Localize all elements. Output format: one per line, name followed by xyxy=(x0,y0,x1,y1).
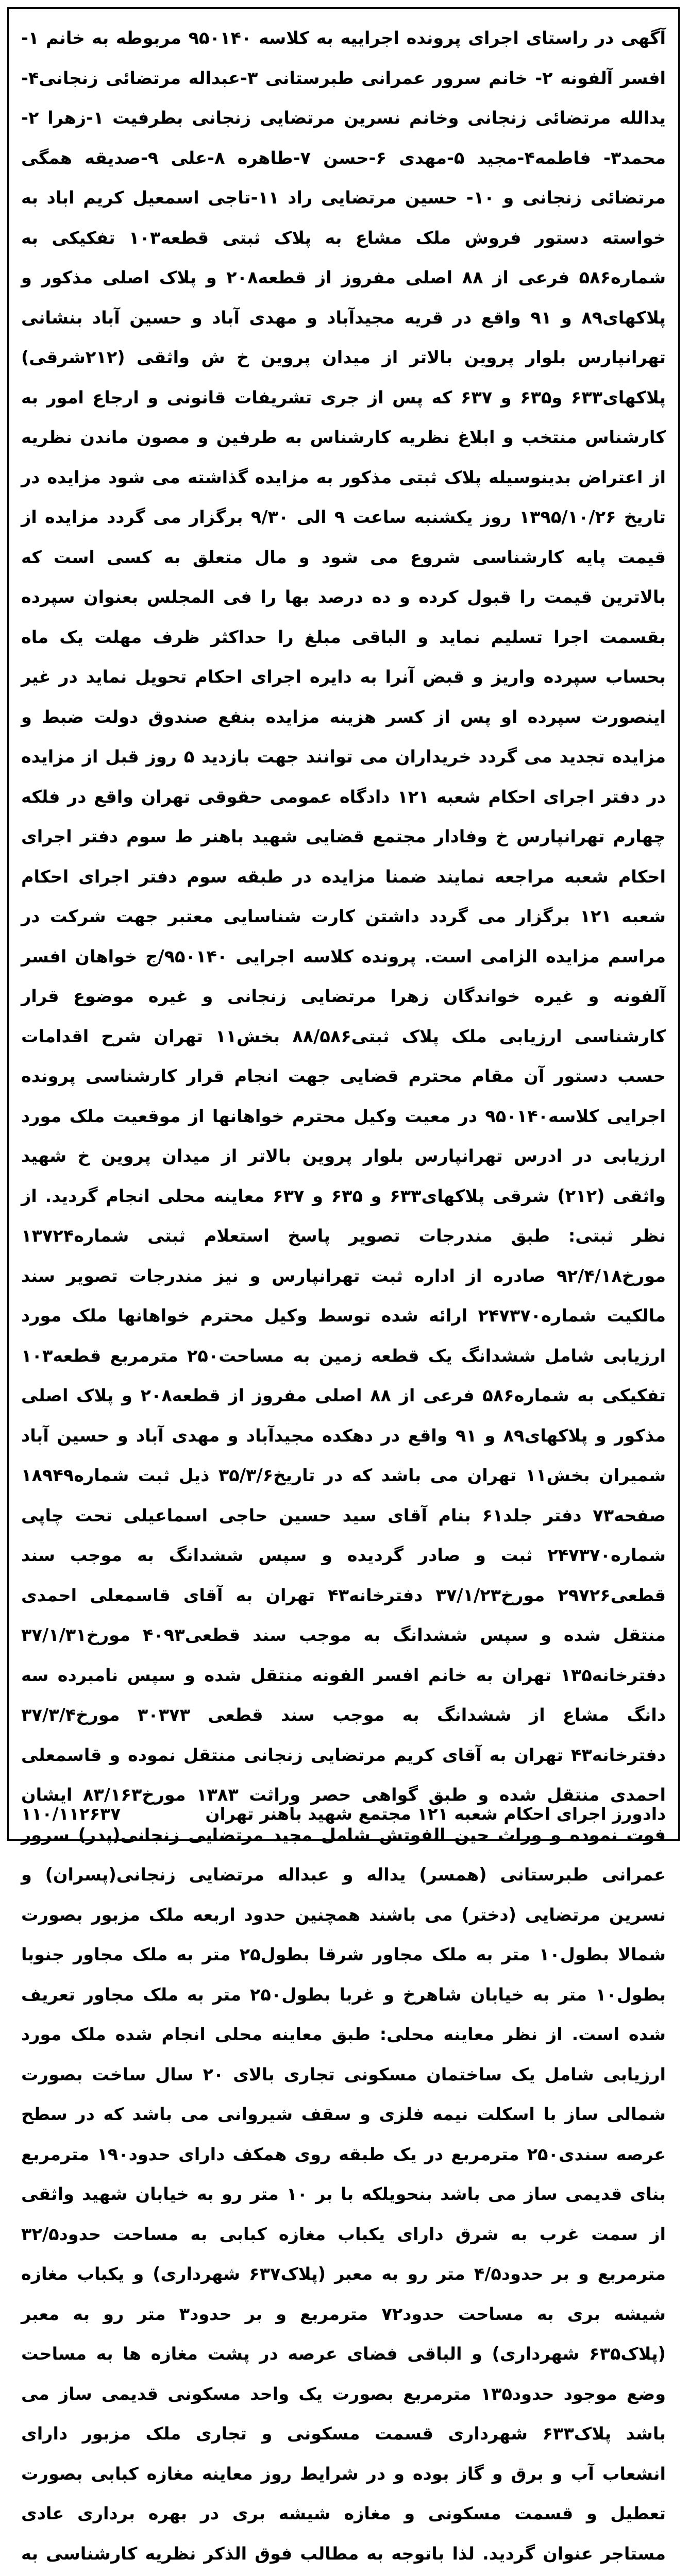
notice-body xyxy=(21,18,666,2564)
notice-footer xyxy=(21,1796,666,1832)
notice-frame xyxy=(7,7,680,2564)
notice-signature: دادورز اجرای احکام شعبه ۱۲۱ مجتمع شهید باهنر تهران xyxy=(205,1804,666,1824)
notice-text: آگهی در راستای اجرای پرونده اجراییه به کلاسه ۹۵۰۱۴۰ مربوطه به خانم ۱-افسر آلفونه ۲- خانم سرور عمرانی طبرستانی ۳-عبداله مرتضائی زنجانی۴-یدالله مرتضائی زنجانی وخانم نسرین مرتضایی زنجانی بطرفیت ۱-زهرا ۲-محمد۳- فاطمه۴-مجید ۵-مهدی ۶-حسن ۷-طاهره ۸-علی ۹-صدیقه همگی مرتضائی زنجانی و ۱۰- حسین مرتضایی راد ۱۱-تاجی اسمعیل کریم اباد به خواسته دستور فروش ملک مشاع به پلاک ثبتی قطعه۱۰۳ تفکیکی به شماره۵۸۶ فرعی از ۸۸ اصلی مفروز از قطعه۲۰۸ و پلاک اصلی مذکور و پلاکهای۸۹ و ۹۱ واقع در قریه مجیدآباد و مهدی آباد و حسین آباد بنشانی تهرانپارس بلوار پروین بالاتر از میدان پروین خ ش واثقی (۲۱۲شرقی) پلاکهای۶۳۳ و۶۳۵ و ۶۳۷ که پس از جری تشریفات قانونی و ارجاع امور به کارشناس منتخب و ابلاغ نظریه کارشناس به طرفین و مصون ماندن نظریه از اعتراض بدینوسیله پلاک ثبتی مذکور به مزایده گذاشته می شود مزایده در تاریخ ۱۳۹۵/۱۰/۲۶ روز یکشنبه ساعت ۹ الی ۹/۳۰ برگزار می گردد مزایده از قیمت پایه کارشناسی شروع می شود و مال متعلق به کسی است که بالاترین قیمت را قبول کرده و ده درصد بها را فی المجلس بعنوان سپرده بقسمت اجرا تسلیم نماید و الباقی مبلغ را حداکثر ظرف مهلت یک ماه بحساب سپرده واریز و قبض آنرا به دایره اجرای احکام تحویل نماید در غیر اینصورت سپرده او پس از کسر هزینه مزایده بنفع صندوق دولت ضبط و مزایده تجدید می گردد خریداران می توانند جهت بازدید ۵ روز قبل از مزایده در دفتر اجرای احکام شعبه ۱۲۱ دادگاه عمومی حقوقی تهران واقع در فلکه چهارم تهرانپارس خ وفادار مجتمع قضایی شهید باهنر ط سوم دفتر اجرای احکام شعبه مراجعه نمایند ضمنا مزایده در طبقه سوم دفتر اجرای احکام شعبه ۱۲۱ برگزار می گردد داشتن کارت شناسایی معتبر جهت شرکت در مراسم مزایده الزامی است. پرونده کلاسه اجرایی ۹۵۰۱۴۰/ج خواهان افسر آلفونه و غیره خواندگان زهرا مرتضایی زنجانی و غیره موضوع قرار کارشناسی ارزیابی ملک پلاک ثبتی۸۸/۵۸۶ بخش۱۱ تهران شرح اقدامات حسب دستور آن مقام محترم قضایی جهت انجام قرار کارشناسی پرونده اجرایی کلاسه۹۵۰۱۴۰ در معیت وکیل محترم خواهانها از موقعیت ملک مورد ارزیابی در ادرس تهرانپارس بلوار پروین بالاتر از میدان پروین خ شهید واثقی (۲۱۲) شرقی پلاکهای۶۳۳ و ۶۳۵ و ۶۳۷ معاینه محلی انجام گردید. از نظر ثبتی: طبق مندرجات تصویر پاسخ استعلام ثبتی شماره۱۳۷۲۴ مورخ۹۲/۴/۱۸ صادره از اداره ثبت تهرانپارس و نیز مندرجات تصویر سند مالکیت شماره۲۴۷۳۷۰ ارائه شده توسط وکیل محترم خواهانها ملک مورد ارزیابی شامل ششدانگ یک قطعه زمین به مساحت۲۵۰ مترمربع قطعه۱۰۳ تفکیکی به شماره۵۸۶ فرعی از ۸۸ اصلی مفروز از قطعه۲۰۸ و پلاک اصلی مذکور و پلاکهای۸۹ و ۹۱ واقع در دهکده مجیدآباد و مهدی آباد و حسین آباد شمیران بخش۱۱ تهران می باشد که در تاریخ۳۵/۳/۶ ذیل ثبت شماره۱۸۹۴۹ صفحه۷۳ دفتر جلد۶۱ بنام آقای سید حسین حاجی اسماعیلی تحت چاپی شماره۲۴۷۳۷۰ ثبت و صادر گردیده و سپس ششدانگ به موجب سند قطعی۲۹۷۲۶ مورخ۳۷/۱/۲۳ دفترخانه۴۳ تهران به آقای قاسمعلی احمدی منتقل شده و سپس ششدانگ به موجب سند قطعی۴۰۹۳ مورخ۳۷/۱/۳۱ دفترخانه۱۳۵ تهران به خانم افسر الفونه منتقل شده و سپس نامبرده سه دانگ مشاع از ششدانگ به موجب سند قطعی ۳۰۳۷۳ مورخ۳۷/۳/۴ دفترخانه۴۳ تهران به آقای کریم مرتضایی زنجانی منتقل نموده و قاسمعلی احمدی منتقل شده و طبق گواهی حصر وراثت ۱۳۸۳ مورخ۸۳/۱۶۳ ایشان فوت نموده و وراث حین الفوتش شامل مجید مرتضایی زنجانی(پدر) سرور عمرانی طبرستانی (همسر) یداله و عبداله مرتضایی زنجانی(پسران) و نسرین مرتضایی (دختر) می باشند همچنین حدود اربعه ملک مزبور بصورت شمالا بطول۱۰ متر به ملک مجاور شرقا بطول۲۵ متر به ملک مجاور جنوبا بطول۱۰ متر به خیابان شاهرخ و غربا بطول۲۵۰ متر به ملک مجاور تعریف شده است. از نظر معاینه محلی: طبق معاینه محلی انجام شده ملک مورد ارزیابی شامل یک ساختمان مسکونی تجاری بالای ۲۰ سال ساخت بصورت شمالی ساز با اسکلت نیمه فلزی و سقف شیروانی می باشد که در سطح عرصه سندی۲۵۰ مترمربع در یک طبقه روی همکف دارای حدود۱۹۰ مترمربع بنای قدیمی ساز می باشد بنحویلکه با بر ۱۰ متر رو به خیابان شهید واثقی از سمت غرب به شرق دارای یکباب مغازه کبابی به مساحت حدود۳۲/۵ مترمربع و بر حدود۴/۵ متر رو به معبر (پلاک۶۳۷ شهرداری) و یکباب مغازه شیشه بری به مساحت حدود۷۲ مترمربع و بر حدود۳ متر رو به معبر (پلاک۶۳۵ شهرداری) و الباقی فضای عرصه در پشت مغازه ها به مساحت وضع موجود حدود۱۳۵ مترمربع بصورت یک واحد مسکونی قدیمی ساز می باشد پلاک۶۳۳ شهرداری قسمت مسکونی و تجاری ملک مزبور دارای انشعاب آب و برق و گاز بوده و در شرایط روز معاینه مغازه کبابی بصورت تعطیل و قسمت مسکونی و مغازه شیشه بری در بهره برداری عادی مستاجر عنوان گردید. لذا باتوجه به مطالب فوق الذکر نظریه کارشناسی به xyxy=(21,28,666,2564)
notice-reference: ۱۱۰/۱۱۲۶۳۷ xyxy=(21,1804,121,1824)
